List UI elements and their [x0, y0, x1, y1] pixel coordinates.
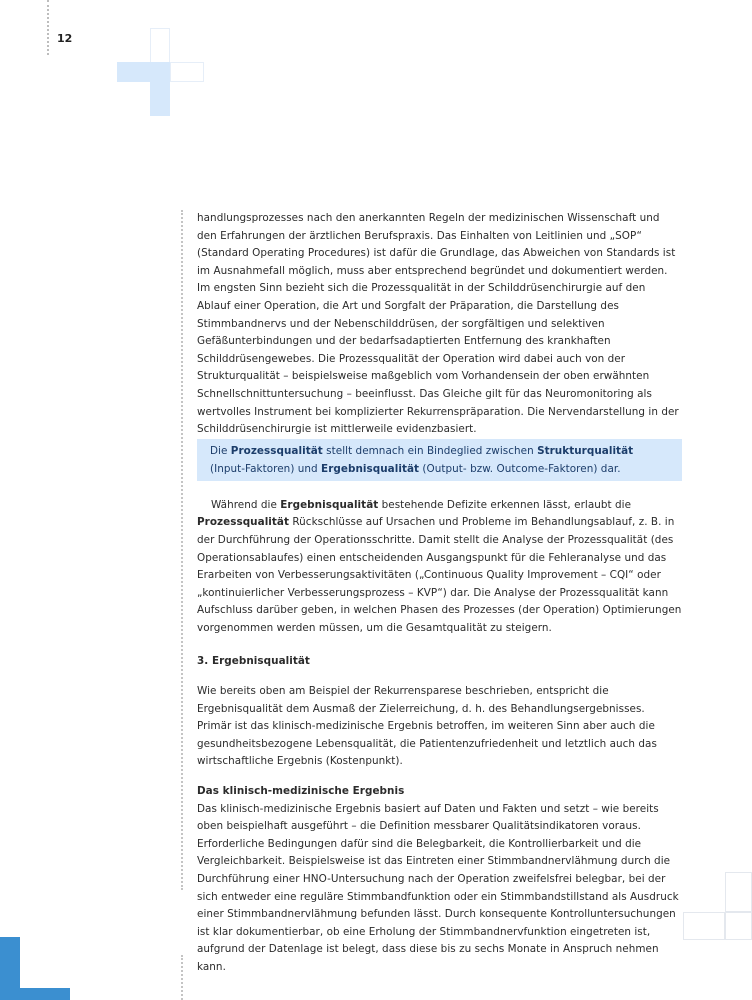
- text: Rückschlüsse auf Ursachen und Probleme im Behandlungsablauf, z. B. in der Durchführung der Operationsschritte. Damit stellt die Analyse der Prozessqualität (des Operationsablaufes) einen entscheidenden Ausgangspunkt für die Fehleranalyse und das Erarbeiten von Verbesserungsaktivitäten („Continuous Quality Improvement – CQI“ oder „kontinuierlicher Verbesserungsprozess – KVP“) dar. Die Analyse der Prozessqualität kann Aufschluss darüber geben, in welchen Phasen des Prozesses (der Operation) Optimierungen vorgenommen werden müssen, um die Gesamtqualität zu steigern.: [197, 516, 682, 634]
- subheading: Das klinisch-medizinische Ergebnis: [197, 785, 405, 798]
- paragraph: Das klinisch-medizinische Ergebnis basiert auf Daten und Fakten und setzt – wie bereits oben beispielhaft ausgeführt – die Definition messbarer Qualitätsindikatoren voraus. Erforderliche Bedingungen dafür sind die Belegbarkeit, die Kontrollierbarkeit und die Vergleichbarkeit. Beispielsweise ist das Eintreten einer Stimmbandnervlähmung durch die Durchführung einer HNO-Untersuchung nach der Operation zweifelsfrei belegbar, bei der sich entweder eine reguläre Stimmbandfunktion oder ein Stimmbandstillstand als Ausdruck einer Stimmbandnervlähmung befunden lässt. Durch konsequente Kontrolluntersuchungen ist klar dokumentierbar, ob eine Erholung der Stimmbandnervfunktion eingetreten ist, aufgrund der Datenlage ist belegt, dass diese bis zu sechs Monate in Anspruch nehmen kann.: [197, 802, 679, 973]
- highlight-box: [197, 439, 682, 481]
- dotted-rule-text: [181, 210, 183, 890]
- bold-term: Prozessqualität: [197, 516, 290, 529]
- bold-term: Strukturqualität: [537, 444, 634, 457]
- bold-term: Prozessqualität: [230, 444, 323, 457]
- section-heading: 3. Ergebnisqualität: [197, 655, 310, 668]
- text: (Output- bzw. Outcome-Faktoren) dar.: [419, 462, 621, 475]
- text: (Input-Faktoren) und: [210, 462, 322, 475]
- bold-term: Ergebnisqualität: [321, 462, 420, 475]
- paragraph: [197, 497, 682, 638]
- page-number: 12: [57, 32, 73, 45]
- paragraph: handlungsprozesses nach den anerkannten Regeln der medizinischen Wissenschaft und den Erfahrungen der ärztlichen Berufspraxis. Das Einhalten von Leitlinien und „SOP“ (Standard Operating Procedures) ist dafür die Grundlage, das Abweichen von Standards ist im Ausnahmefall möglich, muss aber entsprechend begründet und dokumentiert werden. Im engsten Sinn bezieht sich die Prozessqualität in der Schilddrüsenchirurgie auf den Ablauf einer Operation, die Art und Sorgfalt der Präparation, die Darstellung des Stimmbandnervs und der Nebenschilddrüsen, der sorgfältigen und selektiven Gefäßunterbindungen und der bedarfsadaptierten Entfernung des krankhaften Schilddrüsengewebes. Die Prozessqualität der Operation wird dabei auch von der Strukturqualität – beispielsweise maßgeblich vom Vorhandensein der oben erwähnten Schnellschnittuntersuchung – beeinflusst. Das Gleiche gilt für das Neuromonitoring als wertvolles Instrument bei komplizierter Rekurrenspräparation. Die Nervendarstellung in der Schilddrüsenchirurgie ist mittlerweile evidenzbasiert.: [197, 212, 679, 436]
- bold-term: Ergebnisqualität: [280, 498, 379, 511]
- text: Während die: [211, 498, 281, 511]
- paragraph: Wie bereits oben am Beispiel der Rekurrensparese beschrieben, entspricht die Ergebnisqualität dem Ausmaß der Zielerreichung, d. h. des Behandlungsergebnisses. Primär ist das klinisch-medizinische Ergebnis betroffen, im weiteren Sinn aber auch die gesundheitsbezogene Lebensqualität, die Patientenzufriedenheit und letztlich auch das wirtschaftliche Ergebnis (Kostenpunkt).: [197, 685, 657, 768]
- text: bestehende Defizite erkennen lässt, erlaubt die: [378, 498, 632, 511]
- text: stellt demnach ein Bindeglied zwischen: [322, 444, 538, 457]
- body-text: [197, 210, 682, 977]
- text: Die: [210, 444, 231, 457]
- dotted-rule-top: [47, 0, 49, 55]
- dotted-rule-bottom: [181, 955, 183, 1000]
